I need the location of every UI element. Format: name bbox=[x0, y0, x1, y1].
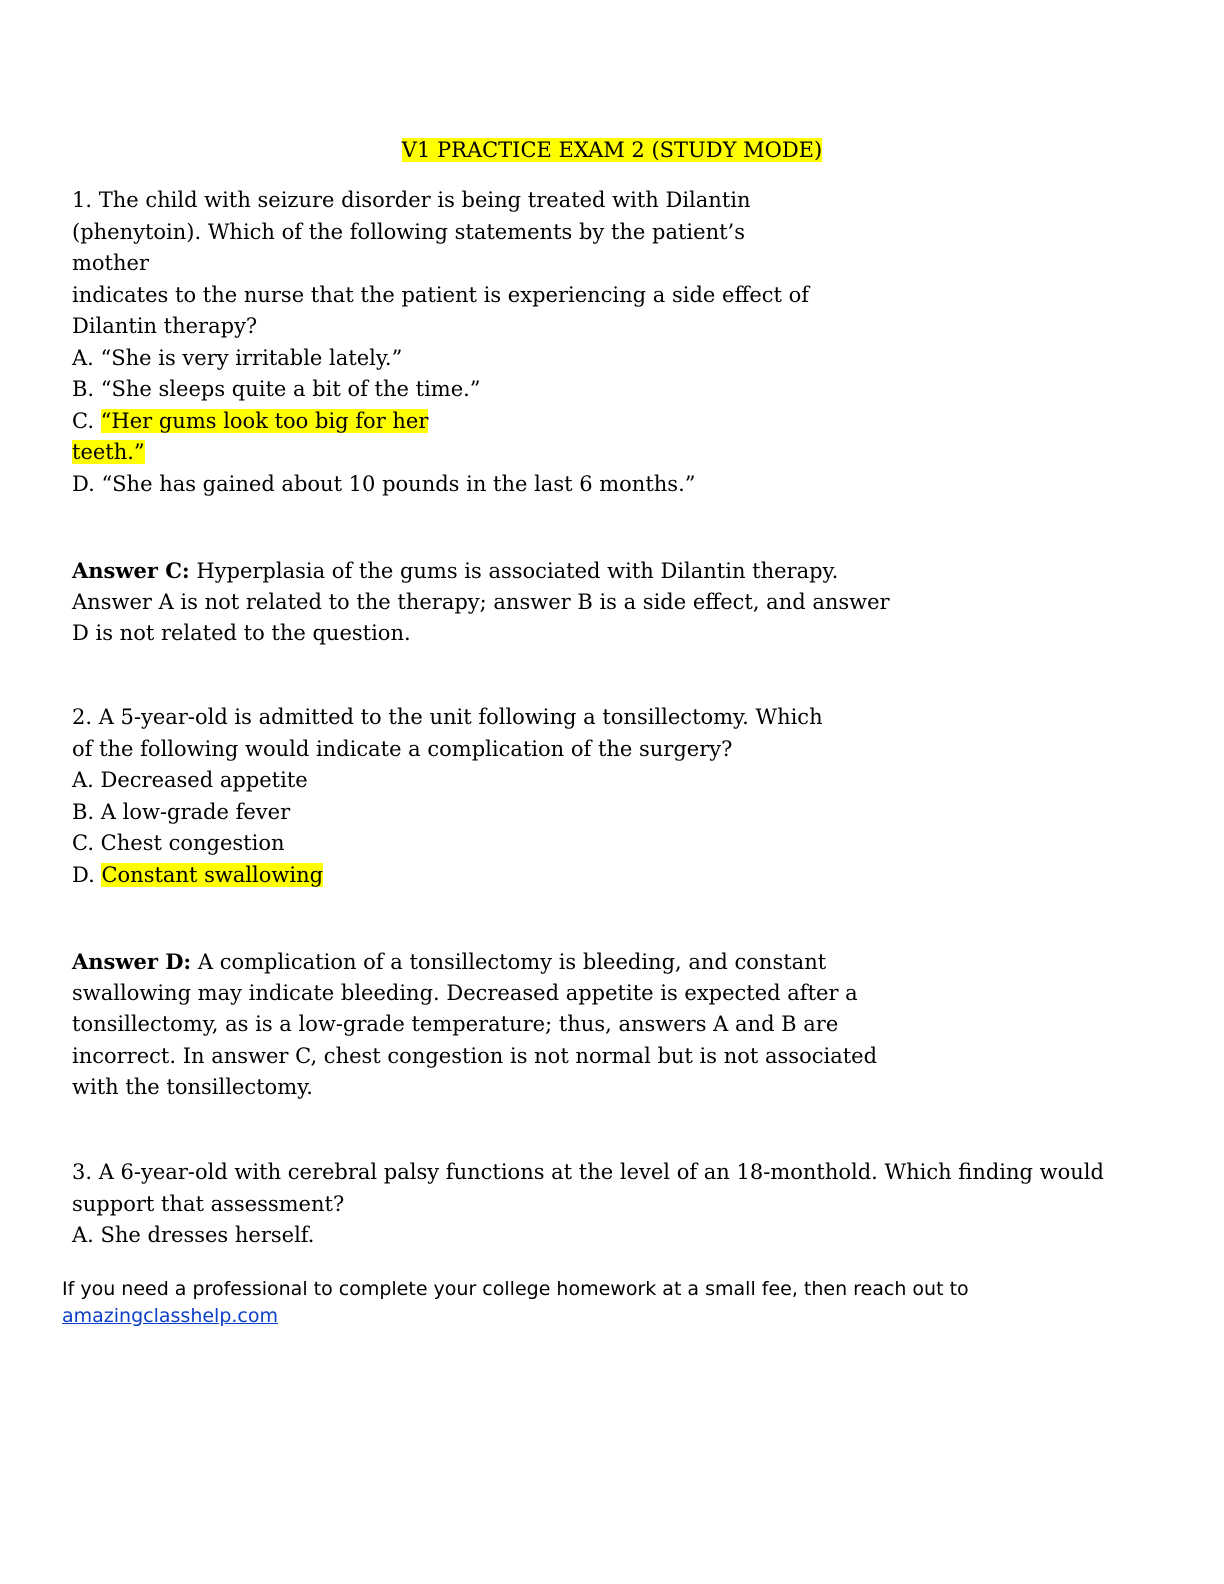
question-3 bbox=[72, 1157, 1104, 1252]
a1-first-line bbox=[72, 555, 890, 587]
footer-text: If you need a professional to complete your college homework at a small fee, then reach out to bbox=[62, 1278, 969, 1300]
q2-option-a: A. Decreased appetite bbox=[72, 768, 308, 792]
document-title bbox=[0, 135, 1224, 165]
q2-option-d bbox=[72, 860, 823, 892]
q3-line: 3. A 6-year-old with cerebral palsy functions at the level of an 18-monthold. Which finding would bbox=[72, 1160, 1104, 1184]
q3-line: support that assessment? bbox=[72, 1191, 345, 1216]
q1-option-c-highlight: “Her gums look too big for her bbox=[100, 408, 429, 433]
answer-1 bbox=[72, 555, 890, 650]
q2-option-d-highlight: Constant swallowing bbox=[101, 862, 324, 887]
q1-line: Dilantin therapy? bbox=[72, 314, 258, 338]
question-1 bbox=[72, 185, 809, 500]
a1-line: D is not related to the question. bbox=[72, 621, 411, 645]
title-text: V1 PRACTICE EXAM 2 (STUDY MODE) bbox=[401, 138, 823, 162]
a2-line: swallowing may indicate bleeding. Decreased appetite is expected after a bbox=[72, 980, 858, 1005]
q1-line: 1. The child with seizure disorder is being treated with Dilantin bbox=[72, 188, 751, 212]
q1-option-c bbox=[72, 406, 809, 438]
q1-line: mother bbox=[72, 251, 149, 275]
answer-2 bbox=[72, 946, 877, 1104]
q1-option-b: B. “She sleeps quite a bit of the time.” bbox=[72, 377, 481, 401]
q1-option-c-cont bbox=[72, 437, 809, 469]
footer-link[interactable]: amazingclasshelp.com bbox=[62, 1305, 279, 1327]
question-2 bbox=[72, 702, 823, 891]
q1-option-d: D. “She has gained about 10 pounds in the last 6 months.” bbox=[72, 471, 696, 496]
a1-first-text: Hyperplasia of the gums is associated with Dilantin therapy. bbox=[189, 559, 839, 583]
q2-line: of the following would indicate a complication of the surgery? bbox=[72, 736, 733, 761]
footer-promo bbox=[62, 1276, 969, 1330]
a1-label: Answer C: bbox=[72, 558, 190, 583]
q1-option-c-prefix: C. bbox=[72, 408, 101, 433]
q2-line: 2. A 5-year-old is admitted to the unit following a tonsillectomy. Which bbox=[72, 705, 823, 729]
q3-option-a: A. She dresses herself. bbox=[72, 1223, 315, 1247]
a2-line: incorrect. In answer C, chest congestion is not normal but is not associated bbox=[72, 1043, 878, 1068]
a2-first-line bbox=[72, 946, 877, 978]
q2-option-d-prefix: D. bbox=[72, 862, 102, 887]
a2-line: tonsillectomy, as is a low-grade temperature; thus, answers A and B are bbox=[72, 1012, 839, 1036]
q1-option-c-highlight-cont: teeth.” bbox=[72, 440, 145, 464]
q1-line: (phenytoin). Which of the following statements by the patient’s bbox=[72, 219, 745, 244]
q2-option-b: B. A low-grade fever bbox=[72, 799, 291, 824]
q1-option-a: A. “She is very irritable lately.” bbox=[72, 345, 403, 370]
q1-line: indicates to the nurse that the patient is experiencing a side effect of bbox=[72, 282, 810, 307]
a2-line: with the tonsillectomy. bbox=[72, 1075, 313, 1099]
a2-label: Answer D: bbox=[72, 949, 192, 974]
a1-line: Answer A is not related to the therapy; answer B is a side effect, and answer bbox=[72, 589, 890, 614]
q2-option-c: C. Chest congestion bbox=[72, 831, 285, 855]
a2-first-text: A complication of a tonsillectomy is bleeding, and constant bbox=[191, 950, 827, 974]
